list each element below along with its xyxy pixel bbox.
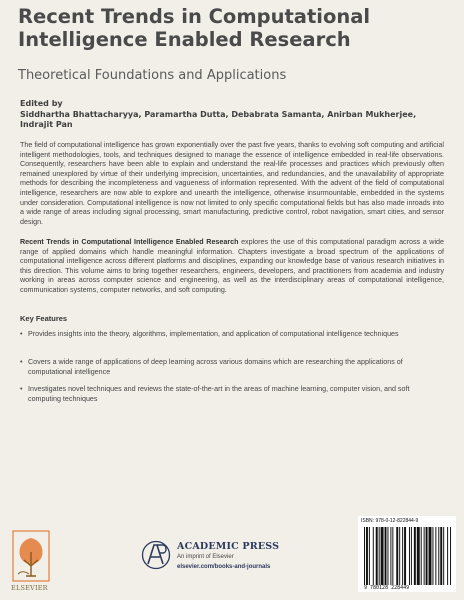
description-paragraph-1: The field of computational intelligence has grown exponentially over the past five years, thanks to evolving soft computing and artificial intelligent methodologies, tools, and techniques designed to manage the essence of intelligence embedded in real-life observations. Consequently, researchers have been able to explain and understand the real-life processes and practices which previously often remained unexplored by virtue of their underlying imprecision, uncertainties, and redundancies, and the unavailability of appropriate methods for describing the incompleteness and vagueness of information represented. With the advent of the field of computational intelligence, researchers are now able to explore and unearth the intelligence, otherwise insurmountable, embedded in the systems under consideration. Computational intelligence is now not limited to only specific computational fields but has also made inroads into a wide range of areas including signal processing, smart manufacturing, predictive control, robot navigation, smart cities, and sensor design.	[20, 141, 444, 226]
key-feature-text: Covers a wide range of applications of deep learning across various domains which are researching the applications of computational intelligence	[28, 358, 403, 376]
book-title	[18, 5, 438, 51]
barcode-bar	[379, 527, 380, 585]
book-title-line2: Intelligence Enabled Research	[18, 28, 351, 51]
elsevier-wordmark: ELSEVIER	[11, 584, 48, 592]
barcode-digits: 9 780128 228449	[364, 585, 410, 591]
book-title-line1: Recent Trends in Computational	[18, 5, 371, 28]
elsevier-tree-icon	[12, 530, 50, 592]
barcode-bar	[432, 527, 433, 585]
barcode-icon	[362, 527, 454, 585]
barcode-bar	[366, 527, 368, 585]
key-feature-text: Provides insights into the theory, algorithms, implementation, and application of computational intelligence techniques	[28, 330, 399, 338]
barcode-bar	[426, 527, 428, 585]
key-features-heading: Key Features	[20, 314, 68, 323]
description-paragraph-2	[20, 238, 444, 296]
barcode-bar	[409, 527, 410, 585]
barcode-bar	[414, 527, 416, 585]
barcode-bar	[435, 527, 436, 585]
ap-monogram-icon	[141, 538, 171, 572]
editor-names: Siddhartha Bhattacharyya, Paramartha Dutta, Debabrata Samanta, Anirban Mukherjee, Indrajit Pan	[20, 109, 417, 129]
barcode-bar	[421, 527, 422, 585]
barcode-bar	[369, 527, 370, 585]
barcode-bar	[381, 527, 384, 585]
barcode-bar	[447, 527, 448, 585]
book-subtitle: Theoretical Foundations and Applications	[18, 68, 287, 83]
barcode-bar	[443, 527, 444, 585]
bullet-icon: •	[20, 330, 23, 338]
barcode-bar	[387, 527, 388, 585]
barcode-bar	[373, 527, 374, 585]
isbn-label: ISBN: 978-0-12-822844-9	[361, 518, 419, 524]
publisher-url[interactable]: elsevier.com/books-and-journals	[177, 564, 271, 570]
key-feature-item	[20, 330, 444, 340]
barcode-bar	[385, 527, 387, 585]
barcode-bar	[438, 527, 439, 585]
edited-by-label: Edited by	[20, 99, 63, 108]
bullet-icon: •	[20, 385, 23, 393]
key-feature-item	[20, 358, 444, 377]
imprint-name: ACADEMIC PRESS	[177, 541, 280, 552]
editors-block	[20, 99, 450, 131]
barcode-bar	[404, 527, 406, 585]
imprint-line: An imprint of Elsevier	[177, 554, 234, 560]
barcode-bar	[392, 527, 393, 585]
barcode-bar	[424, 527, 425, 585]
barcode-bar	[364, 527, 365, 585]
key-feature-item	[20, 385, 444, 404]
book-title-inline: Recent Trends in Computational Intelligence Enabled Research	[20, 238, 239, 246]
barcode-bar	[390, 527, 391, 585]
barcode-bar	[376, 527, 378, 585]
barcode-bar	[396, 527, 398, 585]
barcode-bar	[399, 527, 400, 585]
barcode-bar	[440, 527, 442, 585]
barcode-bar	[402, 527, 403, 585]
key-feature-text: Investigates novel techniques and reviews the state-of-the-art in the areas of machine learning, computer vision, and soft computing techniques	[28, 385, 410, 403]
description-paragraph-2-text: explores the use of this computational paradigm across a wide range of applied domains which handle meaningful information. Chapters investigate a broad spectrum of the applications of computational intelligence across different platforms and disciplines, expanding our knowledge base of various research initiatives in this direction. This volume aims to bring together researchers, engineers, developers, and practitioners from academia and industry working in areas across computer science and engineering, as well as the interdisciplinary areas of computational intelligence, communication systems, computer networks, and soft computing.	[20, 238, 444, 294]
barcode-bar	[411, 527, 412, 585]
barcode-bar	[450, 527, 451, 585]
barcode-bar	[417, 527, 420, 585]
barcode-bar	[429, 527, 432, 585]
bullet-icon: •	[20, 358, 23, 366]
